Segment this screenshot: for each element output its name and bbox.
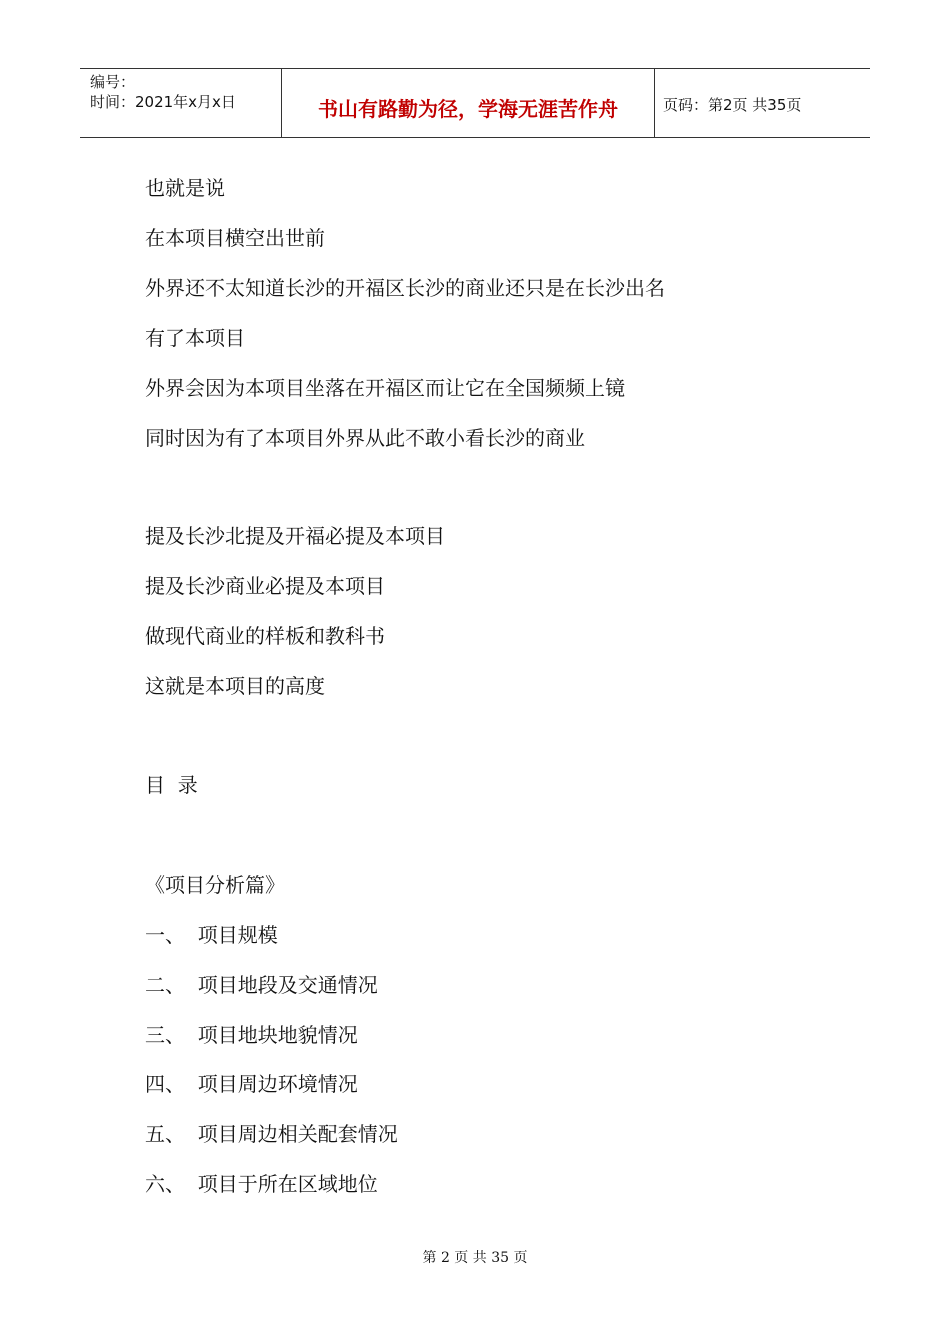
body-line: 做现代商业的样板和教科书 [145,624,385,648]
body-line: 外界还不太知道长沙的开福区长沙的商业还只是在长沙出名 [145,276,665,300]
toc-title: 目 录 [145,773,198,797]
document-time-label: 时间：2021年x月x日 [90,93,236,111]
toc-item: 一、 项目规模 [145,923,278,947]
body-line: 提及长沙商业必提及本项目 [145,574,385,598]
toc-item: 五、 项目周边相关配套情况 [145,1122,398,1146]
header-info-cell [80,69,282,137]
body-line: 这就是本项目的高度 [145,674,325,698]
toc-item: 三、 项目地块地貌情况 [145,1023,358,1047]
page-header [80,68,870,138]
body-line: 也就是说 [145,176,225,200]
body-line: 提及长沙北提及开福必提及本项目 [145,524,445,548]
toc-item: 六、 项目于所在区域地位 [145,1172,378,1196]
document-number-label: 编号： [90,73,136,91]
header-motto: 书山有路勤为径，学海无涯苦作舟 [318,97,618,121]
toc-section-title: 《项目分析篇》 [145,873,285,897]
body-line: 在本项目横空出世前 [145,226,325,250]
header-page-code: 页码：第2页 共35页 [663,96,802,114]
body-line: 外界会因为本项目坐落在开福区而让它在全国频频上镜 [145,376,625,400]
toc-item: 二、 项目地段及交通情况 [145,973,378,997]
toc-item: 四、 项目周边环境情况 [145,1072,358,1096]
page-footer: 第 2 页 共 35 页 [422,1250,528,1266]
header-page-cell [655,69,870,137]
body-line: 同时因为有了本项目外界从此不敢小看长沙的商业 [145,426,585,450]
header-motto-cell [282,69,655,137]
body-line: 有了本项目 [145,326,245,350]
